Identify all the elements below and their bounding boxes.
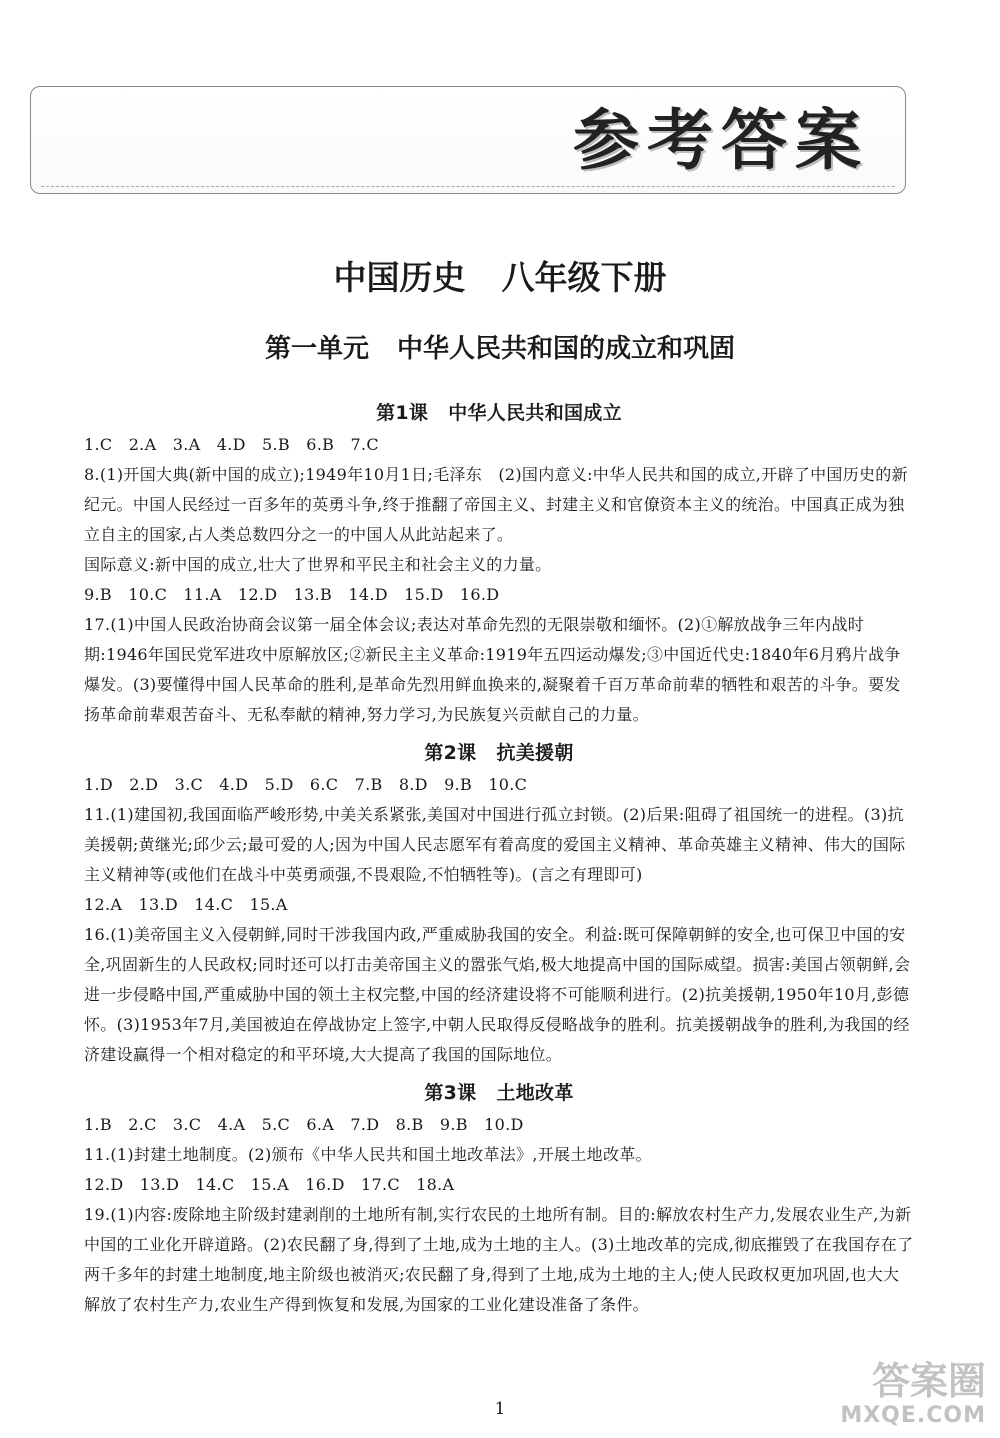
lesson-number: 第3课 [424, 1082, 477, 1104]
lesson-3 [84, 1078, 914, 1320]
answer-paragraph: 12.D 13.D 14.C 15.A 16.D 17.C 18.A [84, 1175, 455, 1194]
answer-paragraph: 19.(1)内容:废除地主阶级封建剥削的土地所有制,实行农民的土地所有制。目的:解放农村生产力,发展农业生产,为新中国的工业化开辟道路。(2)农民翻了身,得到了土地,成为土地的主人。(3)土地改革的完成,彻底摧毁了在我国存在了两千多年的封建土地制度,地主阶级也被消灭;农民翻了身,得到了土地,成为土地的主人;使人民政权更加巩固,也大大解放了农村生产力,农业生产得到恢复和发展,为国家的工业化建设准备了条件。 [84, 1205, 914, 1314]
lesson-number: 第1课 [376, 402, 429, 424]
book-title-subject: 中国历史 [333, 258, 466, 297]
site-watermark [776, 1360, 986, 1428]
answer-paragraph: 16.(1)美帝国主义入侵朝鲜,同时干涉我国内政,严重威胁我国的安全。利益:既可保障朝鲜的安全,也可保卫中国的安全,巩固新生的人民政权;同时还可以打击美帝国主义的嚣张气焰,极大地提高中国的国际威望。损害:美国占领朝鲜,会进一步侵略中国,严重威胁中国的领土主权完整,中国的经济建设将不可能顺利进行。(2)抗美援朝,1950年10月,彭德怀。(3)1953年7月,美国被迫在停战协定上签字,中朝人民取得反侵略战争的胜利。抗美援朝战争的胜利,为我国的经济建设赢得一个相对稳定的和平环境,大大提高了我国的国际地位。 [84, 925, 911, 1064]
lesson-title [84, 1078, 914, 1108]
answer-paragraph: 11.(1)建国初,我国面临严峻形势,中美关系紧张,美国对中国进行孤立封锁。(2)后果:阻碍了祖国统一的进程。(3)抗美援朝;黄继光;邱少云;最可爱的人;因为中国人民志愿军有着高度的爱国主义精神、革命英雄主义精神、伟大的国际主义精神等(或他们在战斗中英勇顽强,不畏艰险,不怕牺牲等)。(言之有理即可) [84, 805, 906, 884]
answer-paragraph: 11.(1)封建土地制度。(2)颁布《中华人民共和国土地改革法》,开展土地改革。 [84, 1145, 652, 1164]
banner-title: 参考答案 [573, 102, 869, 179]
lesson-name: 土地改革 [496, 1082, 574, 1104]
lesson-2 [84, 738, 914, 1070]
answer-paragraph: 12.A 13.D 14.C 15.A [84, 895, 288, 914]
book-title-grade: 八年级下册 [501, 258, 667, 297]
answer-paragraph: 8.(1)开国大典(新中国的成立);1949年10月1日;毛泽东 (2)国内意义:中华人民共和国的成立,开辟了中国历史的新纪元。中国人民经过一百多年的英勇斗争,终于推翻了帝国主义、封建主义和官僚资本主义的统治。中国真正成为独立自主的国家,占人类总数四分之一的中国人从此站起来了。 [84, 465, 908, 544]
answer-paragraph: 1.B 2.C 3.C 4.A 5.C 6.A 7.D 8.B 9.B 10.D [84, 1115, 524, 1134]
lesson-title [84, 398, 914, 428]
unit-number: 第一单元 [264, 334, 369, 364]
answers-content [84, 398, 914, 1328]
answer-paragraph: 1.D 2.D 3.C 4.D 5.D 6.C 7.B 8.D 9.B 10.C [84, 775, 528, 794]
book-title [0, 256, 1000, 300]
lesson-name: 抗美援朝 [496, 742, 574, 764]
unit-title [0, 331, 1000, 367]
answer-paragraph: 9.B 10.C 11.A 12.D 13.B 14.D 15.D 16.D [84, 585, 500, 604]
answer-paragraph: 17.(1)中国人民政治协商会议第一届全体会议;表达对革命先烈的无限崇敬和缅怀。(2)①解放战争三年内战时期:1946年国民党军进攻中原解放区;②新民主主义革命:1919年五四运动爆发;③中国近代史:1840年6月鸦片战争爆发。(3)要懂得中国人民革命的胜利,是革命先烈用鲜血换来的,凝聚着千百万革命前辈的牺牲和艰苦的斗争。要发扬革命前辈艰苦奋斗、无私奉献的精神,努力学习,为民族复兴贡献自己的力量。 [84, 615, 901, 724]
lesson-1 [84, 398, 914, 730]
lesson-number: 第2课 [424, 742, 477, 764]
lesson-title [84, 738, 914, 768]
answer-paragraph: 1.C 2.A 3.A 4.D 5.B 6.B 7.C [84, 435, 379, 454]
lesson-name: 中华人民共和国成立 [448, 402, 622, 424]
answer-paragraph: 国际意义:新中国的成立,壮大了世界和平民主和社会主义的力量。 [84, 555, 552, 574]
watermark-logo-text: 答案圈 [871, 1359, 986, 1403]
watermark-url: MXQE.COM [840, 1403, 986, 1428]
page-number: 1 [494, 1399, 506, 1419]
unit-name: 中华人民共和国的成立和巩固 [397, 334, 736, 364]
answer-banner [30, 86, 906, 194]
